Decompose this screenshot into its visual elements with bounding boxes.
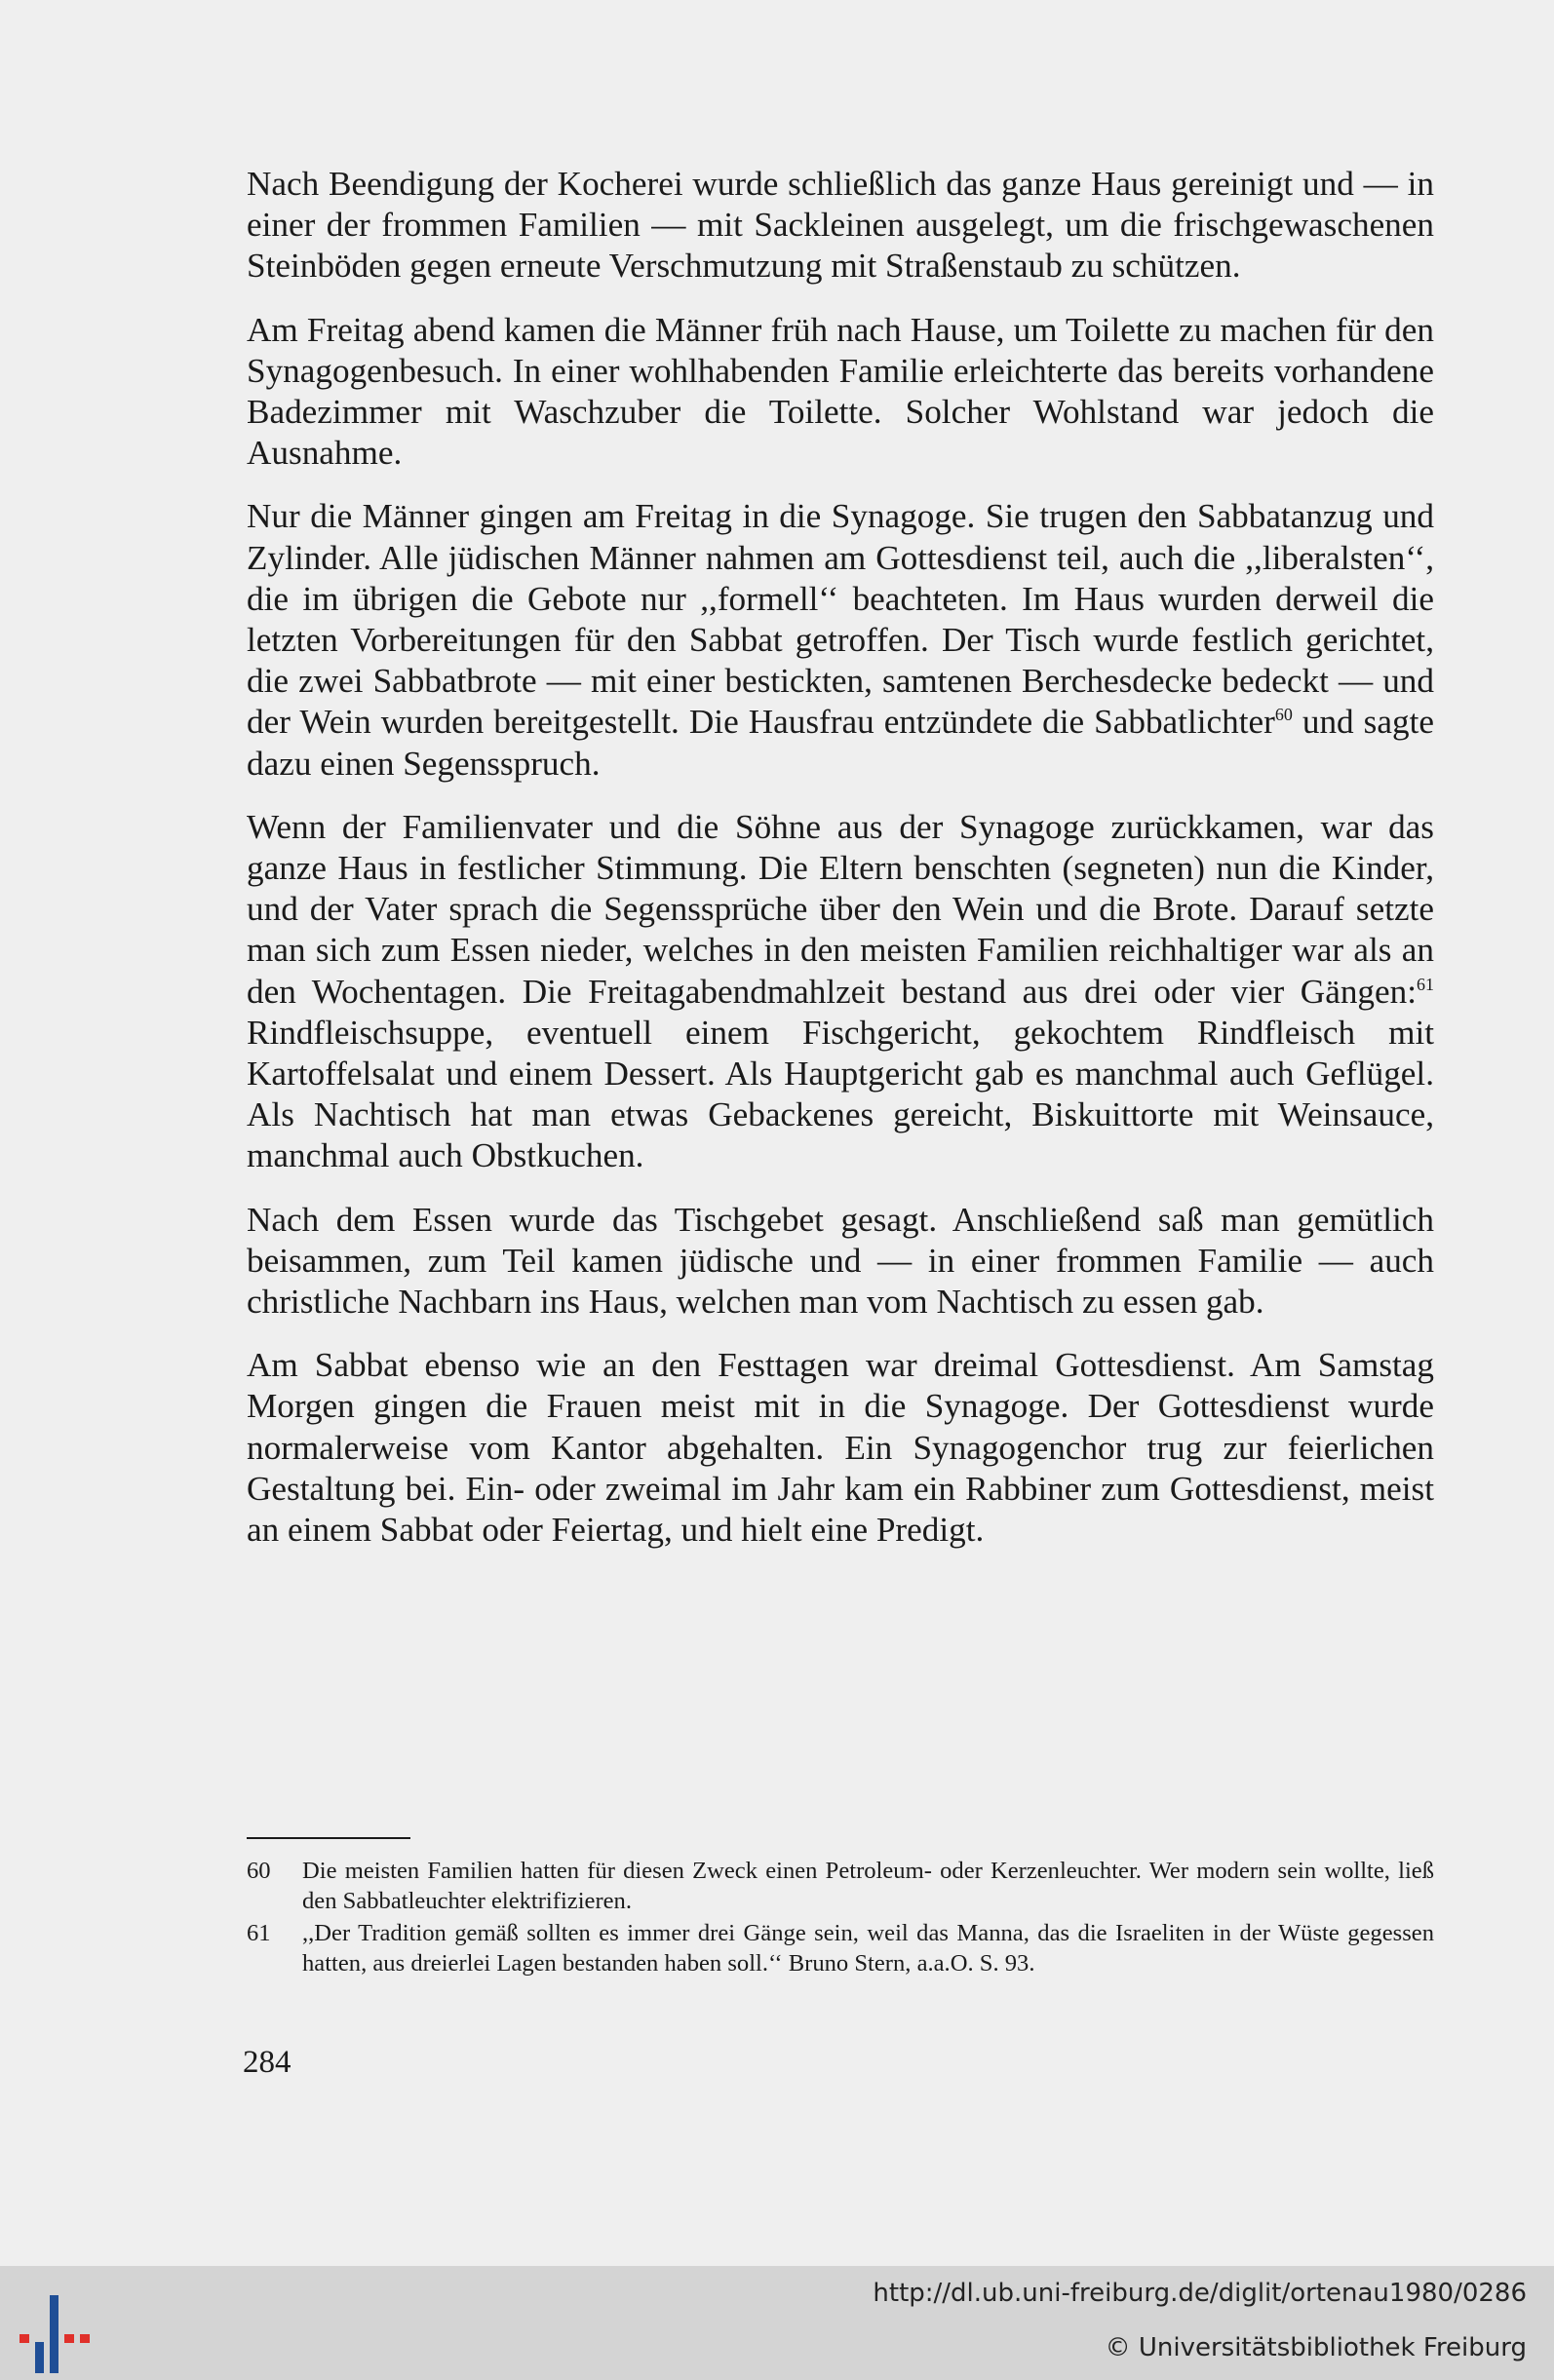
footnote-rule — [247, 1837, 410, 1839]
page-number: 284 — [243, 2045, 291, 2080]
ub-freiburg-logo-icon[interactable] — [14, 2295, 101, 2373]
paragraph: Nach dem Essen wurde das Tischgebet gesagt. Anschließend saß man gemütlich beisammen, zum Teil kamen jüdische und — in einer frommen Familie — auch christliche Nachbarn ins Haus, welchen man vom Nachtisch zu essen gab. — [247, 1200, 1434, 1322]
paragraph-text: und sagte dazu einen Segensspruch. — [247, 703, 1434, 783]
footnote-number: 61 — [247, 1920, 271, 1946]
copyright-notice: © Universitätsbibliothek Freiburg — [1105, 2333, 1527, 2362]
footnote-number: 60 — [247, 1858, 271, 1884]
footnote-text: ,,Der Tradition gemäß sollten es immer drei Gänge sein, weil das Manna, das die Israeliten in der Wüste gegessen hatten, aus dreierlei Lagen bestanden haben soll.‘‘ Bruno Stern, a.a.O. S. 93. — [302, 1920, 1434, 1977]
footer-bar — [0, 2266, 1554, 2380]
footnote — [247, 1856, 1434, 1916]
paragraph — [247, 807, 1434, 1177]
paragraph — [247, 496, 1434, 784]
footnote-marker[interactable]: 61 — [1417, 974, 1434, 994]
paragraph: Am Sabbat ebenso wie an den Festtagen war dreimal Gottesdienst. Am Samstag Morgen gingen die Frauen meist mit in die Synagoge. Der Gottesdienst wurde normalerweise vom Kantor abgehalten. Ein Synagogenchor trug zur feierlichen Gestaltung bei. Ein- oder zweimal im Jahr kam ein Rabbiner zum Gottesdienst, meist an einem Sabbat oder Feiertag, und hielt eine Predigt. — [247, 1346, 1434, 1550]
paragraph-text: Rindfleischsuppe, eventuell einem Fischgericht, gekochtem Rindfleisch mit Kartoffelsalat und einem Dessert. Als Hauptgericht gab es manchmal auch Geflügel. Als Nachtisch hat man etwas Gebackenes gereicht, Biskuittorte mit Weinsauce, manchmal auch Obstkuchen. — [247, 1013, 1434, 1175]
paragraph-text: Wenn der Familienvater und die Söhne aus der Synagoge zurückkamen, war das ganze Haus in festlicher Stimmung. Die Eltern benschten (segneten) nun die Kinder, und der Vater sprach die Segenssprüche über den Wein und die Brote. Darauf setzte man sich zum Essen nieder, welches in den meisten Familien reichhaltiger war als an den Wochentagen. Die Freitagabendmahlzeit bestand aus drei oder vier Gängen: — [247, 807, 1434, 1011]
body-text — [247, 164, 1434, 1573]
paragraph: Am Freitag abend kamen die Männer früh nach Hause, um Toilette zu machen für den Synagogenbesuch. In einer wohlhabenden Familie erleichterte das bereits vorhandene Badezimmer mit Waschzuber die Toilette. Solcher Wohlstand war jedoch die Ausnahme. — [247, 310, 1434, 473]
footnote-text: Die meisten Familien hatten für diesen Zweck einen Petroleum- oder Kerzenleuchter. Wer modern sein wollte, ließ den Sabbatleuchter elektrifizieren. — [302, 1858, 1434, 1914]
footnote — [247, 1918, 1434, 1978]
source-url-link[interactable]: http://dl.ub.uni-freiburg.de/diglit/ortenau1980/0286 — [873, 2279, 1527, 2308]
footnote-marker[interactable]: 60 — [1274, 705, 1293, 725]
paragraph: Nach Beendigung der Kocherei wurde schließlich das ganze Haus gereinigt und — in einer der frommen Familien — mit Sackleinen ausgelegt, um die frischgewaschenen Steinböden gegen erneute Verschmutzung mit Straßenstaub zu schützen. — [247, 165, 1434, 286]
footnotes — [247, 1856, 1434, 1980]
paragraph-text: Nur die Männer gingen am Freitag in die Synagoge. Sie trugen den Sabbatanzug und Zylinder. Alle jüdischen Männer nahmen am Gottesdienst teil, auch die ,,liberalsten‘‘, die im übrigen die Gebote nur ,,formell‘‘ beachteten. Im Haus wurden derweil die letzten Vorbereitungen für den Sabbat getroffen. Der Tisch wurde festlich gerichtet, die zwei Sabbatbrote — mit einer bestickten, samtenen Berchesdecke bedeckt — und der Wein wurden bereitgestellt. Die Hausfrau entzündete die Sabbatlichter — [247, 497, 1434, 742]
